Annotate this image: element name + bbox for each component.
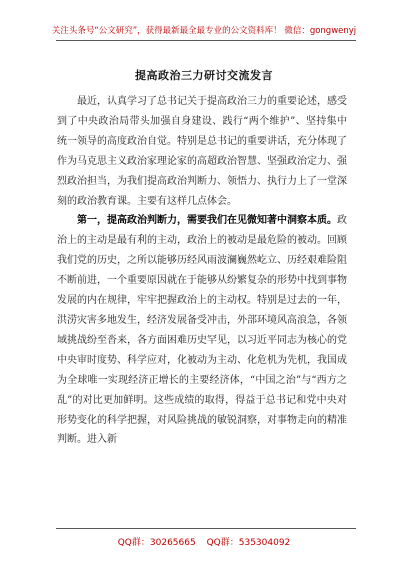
page-footer xyxy=(0,535,408,548)
document-title: 提高政治三力研讨交流发言 xyxy=(135,69,273,82)
header-divider xyxy=(56,40,356,41)
paragraph-point-one-body: 政治上的主动是最有利的主动，政治上的被动是最危险的被动。回顾我们党的历史，之所以能够历经风雨波澜巍然屹立、历经艰难险阻不断前进，一个重要原因就在于能够从纷繁复杂的形势中找到事物发展的内在规律，牢牢把握政治上的主动权。特别是过去的一年，洪涝灾害多地发生，经济发展备受冲击，外部环境风高浪急，各领域挑战纷至沓来，各方面困难历史罕见，以习近平同志为核心的党中央审时度势、科学应对，化被动为主动、化危机为先机，我国成为全球唯一实现经济正增长的主要经济体，“中国之治”与“西方之乱”的对比更加鲜明。这些成绩的取得，得益于总书记和党中央对形势变化的科学把握，对风险挑战的敏锐洞察，对事物走向的精准判断。进入新 xyxy=(57,215,347,446)
paragraph-point-one xyxy=(57,211,347,450)
paragraph-intro: 最近，认真学习了总书记关于提高政治三力的重要论述，感受到了中央政治局带头加强自身建设、践行“两个维护”、坚持集中统一领导的高度政治自觉。特别是总书记的重要讲话，充分体现了作为马克思主义政治家理论家的高超政治智慧、坚强政治定力、强烈政治担当，为我们提高政治判断力、领悟力、执行力上了一堂深刻的政治教育课。主要有这样几点体会。 xyxy=(57,96,347,207)
document-body xyxy=(57,92,347,450)
page-header-notice: 关注头条号“公文研究”，获得最新最全最专业的公文资料库！ 微信：gongwenyj xyxy=(51,26,357,36)
footer-qq-group-2: QQ群：535304092 xyxy=(206,538,291,548)
footer-qq-group-1: QQ群：30265665 xyxy=(117,538,196,548)
footer-divider xyxy=(56,528,356,529)
paragraph-lead-heading: 第一，提高政治判断力，需要我们在见微知著中洞察本质。 xyxy=(77,215,337,227)
